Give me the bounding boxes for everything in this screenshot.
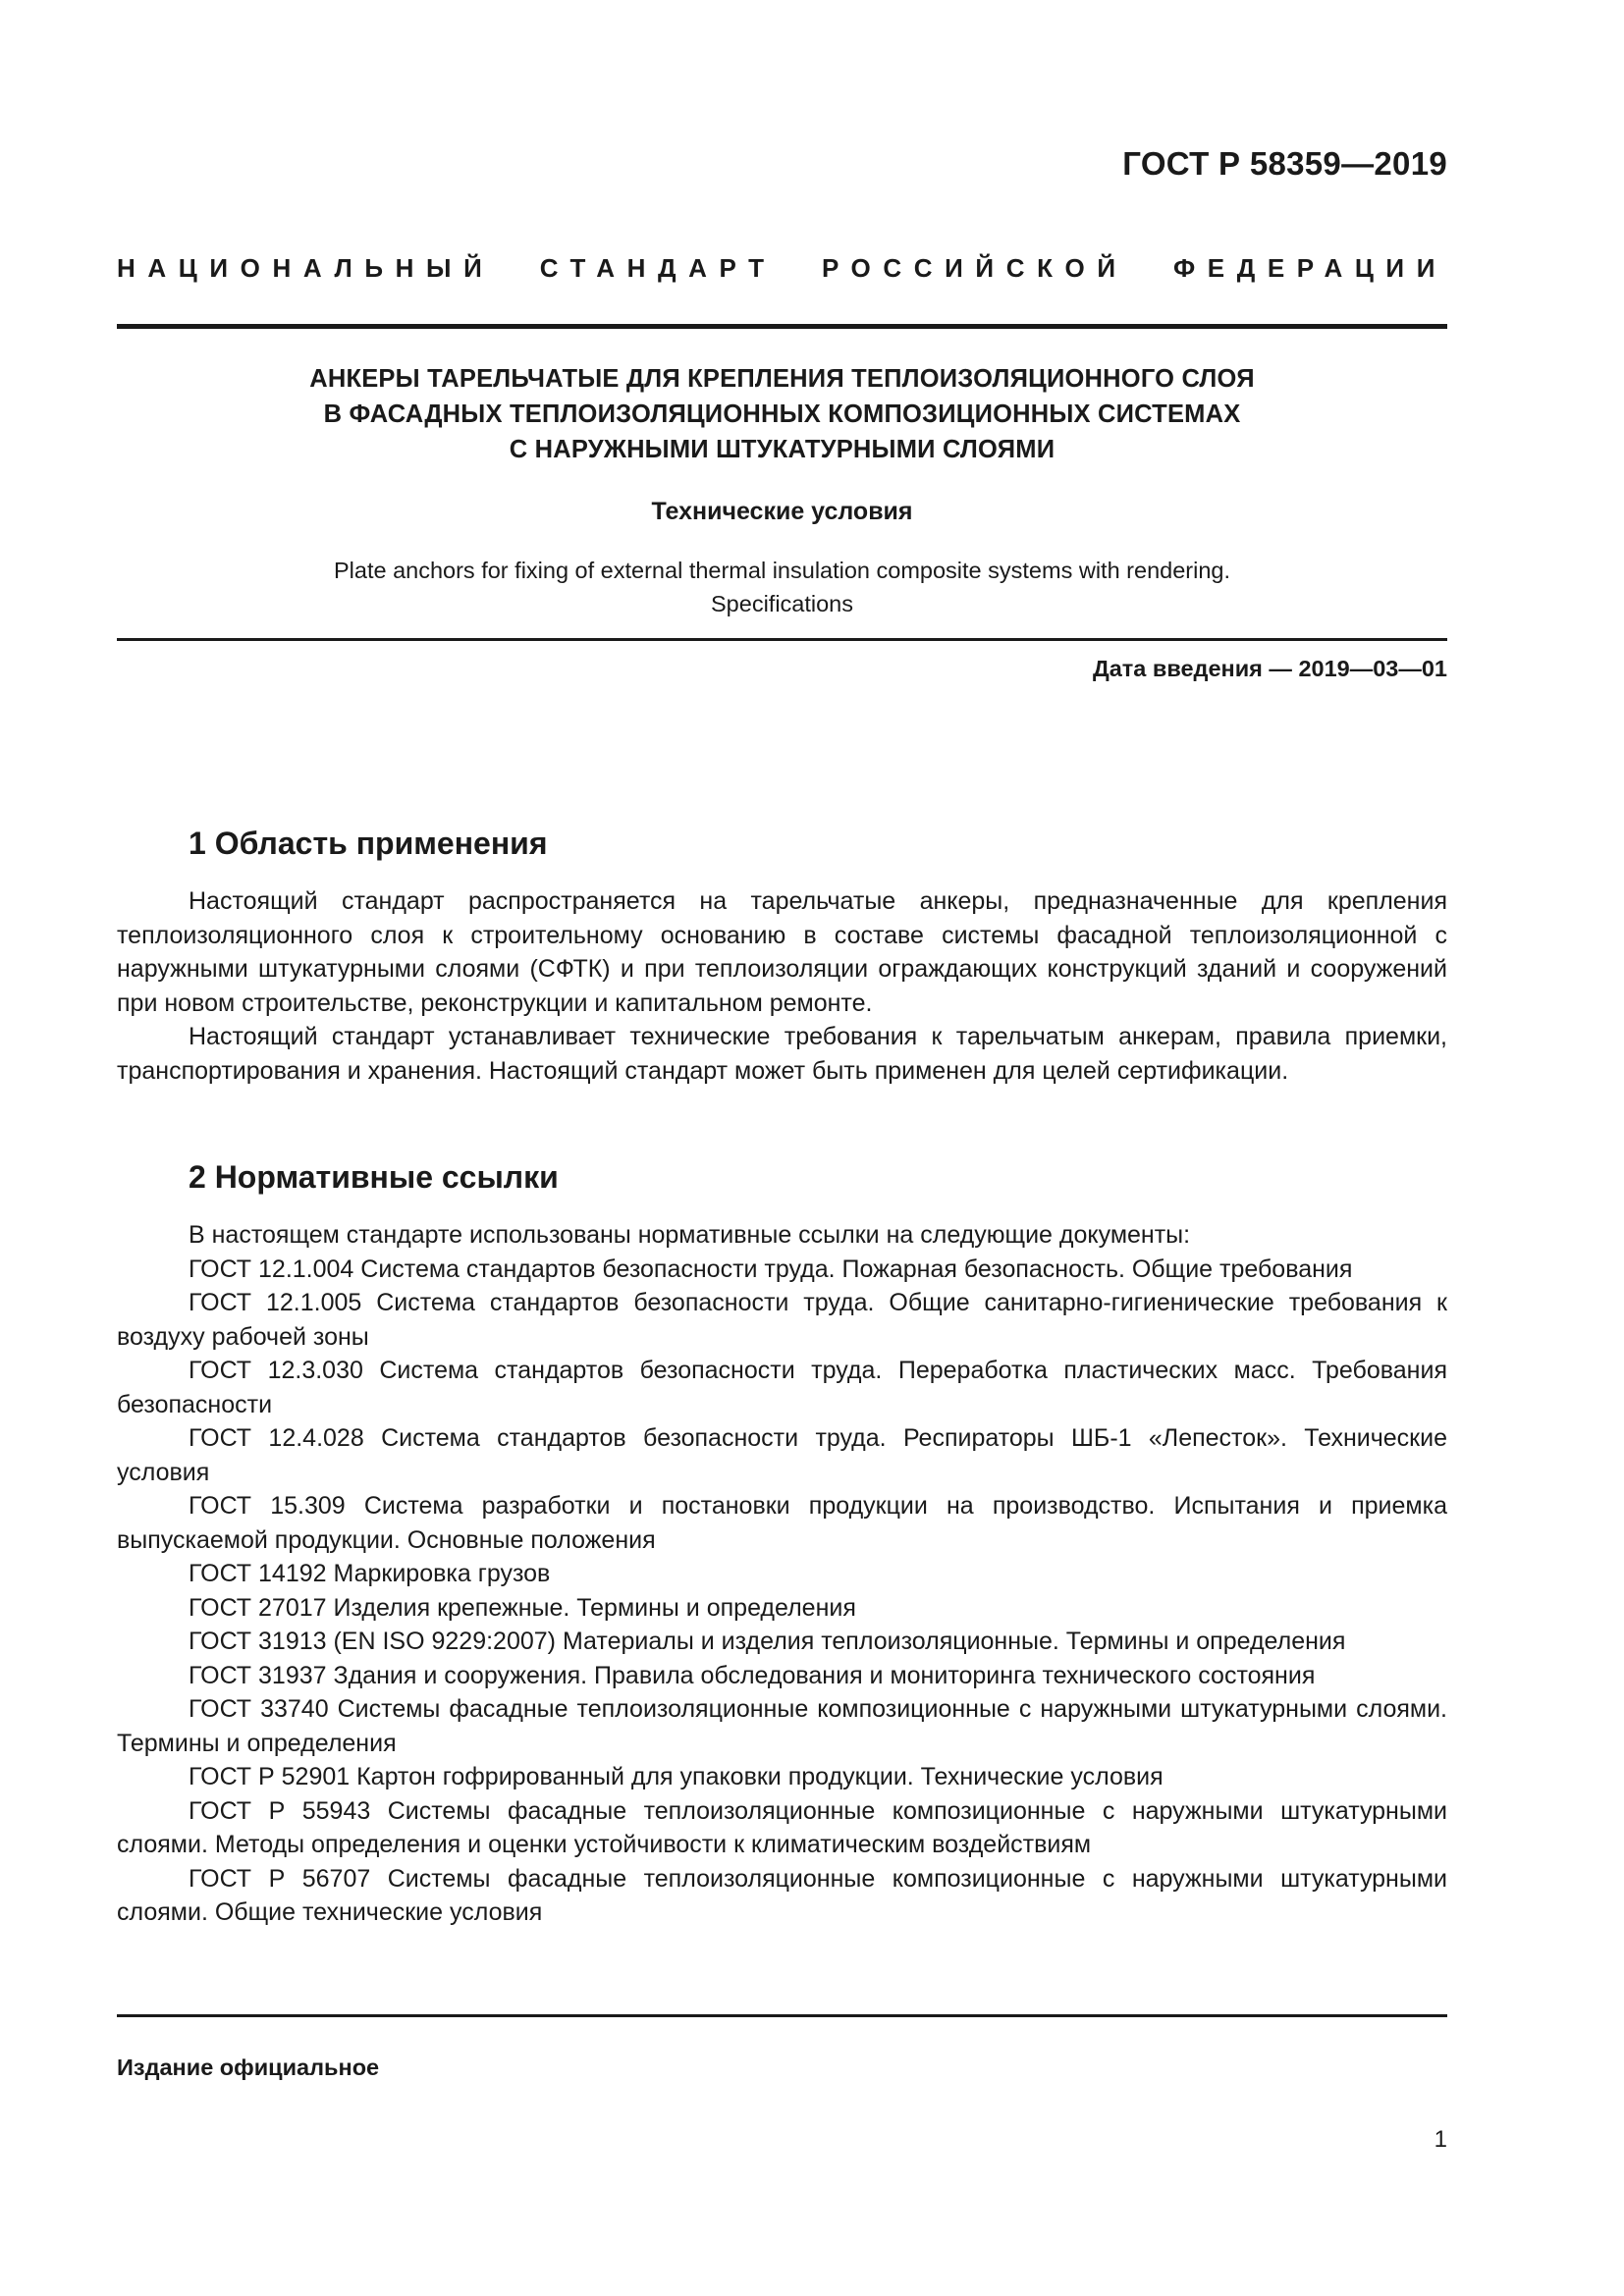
section-1-body bbox=[117, 884, 1447, 1088]
reference-item: ГОСТ 15.309 Система разработки и постановки продукции на производство. Испытания и приемка выпускаемой продукции. Основные положения bbox=[117, 1492, 1447, 1554]
reference-item: ГОСТ 31913 (EN ISO 9229:2007) Материалы и изделия теплоизоляционные. Термины и определения bbox=[189, 1628, 1346, 1655]
subtitle: Технические условия bbox=[651, 498, 913, 525]
title-line-2: В ФАСАДНЫХ ТЕПЛОИЗОЛЯЦИОННЫХ КОМПОЗИЦИОННЫХ СИСТЕМАХ bbox=[323, 400, 1241, 428]
reference-item: ГОСТ 12.3.030 Система стандартов безопасности труда. Переработка пластических масс. Требования безопасности bbox=[117, 1357, 1447, 1418]
reference-item: ГОСТ 27017 Изделия крепежные. Термины и определения bbox=[189, 1593, 856, 1622]
reference-item: ГОСТ 12.1.005 Система стандартов безопасности труда. Общие санитарно-гигиенические требования к воздуху рабочей зоны bbox=[117, 1289, 1447, 1351]
title-divider bbox=[117, 638, 1447, 641]
references-intro: В настоящем стандарте использованы нормативные ссылки на следующие документы: bbox=[189, 1221, 1191, 1249]
document-code: ГОСТ Р 58359—2019 bbox=[1122, 145, 1447, 182]
reference-item: ГОСТ Р 55943 Системы фасадные теплоизоляционные композиционные с наружными штукатурными слоями. Методы определения и оценки устойчивости к климатическим воздействиям bbox=[117, 1796, 1447, 1858]
title-line-3: С НАРУЖНЫМИ ШТУКАТУРНЫМИ СЛОЯМИ bbox=[509, 436, 1056, 463]
reference-item: ГОСТ 12.1.004 Система стандартов безопасности труда. Пожарная безопасность. Общие требования bbox=[189, 1255, 1353, 1283]
footer-divider bbox=[117, 2014, 1447, 2017]
header-divider bbox=[117, 324, 1447, 329]
reference-item: ГОСТ Р 52901 Картон гофрированный для упаковки продукции. Технические условия bbox=[189, 1763, 1164, 1790]
section-1-paragraph: Настоящий стандарт устанавливает технические требования к тарельчатым анкерам, правила приемки, транспортирования и хранения. Настоящий стандарт может быть применен для целей сертификации. bbox=[117, 1023, 1447, 1085]
english-title-line-1: Plate anchors for fixing of external thermal insulation composite systems with rendering. bbox=[333, 558, 1230, 583]
section-2-heading: 2 Нормативные ссылки bbox=[189, 1159, 559, 1195]
page-number: 1 bbox=[1434, 2126, 1447, 2153]
section-2-body bbox=[117, 1218, 1447, 1930]
reference-item: ГОСТ 31937 Здания и сооружения. Правила обследования и мониторинга технического состояния bbox=[189, 1661, 1316, 1689]
reference-item: ГОСТ Р 56707 Системы фасадные теплоизоляционные композиционные с наружными штукатурными слоями. Общие технические условия bbox=[117, 1864, 1447, 1926]
title-line-1: АНКЕРЫ ТАРЕЛЬЧАТЫЕ ДЛЯ КРЕПЛЕНИЯ ТЕПЛОИЗОЛЯЦИОННОГО СЛОЯ bbox=[309, 365, 1255, 393]
introduction-date: Дата введения — 2019—03—01 bbox=[1092, 656, 1447, 681]
reference-item: ГОСТ 12.4.028 Система стандартов безопасности труда. Респираторы ШБ-1 «Лепесток». Технические условия bbox=[117, 1424, 1447, 1486]
section-1-paragraph: Настоящий стандарт распространяется на тарельчатые анкеры, предназначенные для крепления теплоизоляционного слоя к строительному основанию в составе системы фасадной теплоизоляционной с наружными штукатурными слоями (СФТК) и при теплоизоляции ограждающих конструкций зданий и сооружений при новом строительстве, реконструкции и капитальном ремонте. bbox=[117, 887, 1447, 1017]
english-title bbox=[117, 554, 1447, 620]
national-standard-banner: НАЦИОНАЛЬНЫЙ СТАНДАРТ РОССИЙСКОЙ ФЕДЕРАЦИИ bbox=[117, 253, 1447, 283]
title-block bbox=[117, 361, 1447, 620]
reference-item: ГОСТ 33740 Системы фасадные теплоизоляционные композиционные с наружными штукатурными слоями. Термины и определения bbox=[117, 1695, 1447, 1757]
english-title-line-2: Specifications bbox=[711, 591, 853, 616]
section-1-heading: 1 Область применения bbox=[189, 826, 548, 861]
official-edition-label: Издание официальное bbox=[117, 2055, 380, 2080]
reference-item: ГОСТ 14192 Маркировка грузов bbox=[189, 1560, 551, 1587]
